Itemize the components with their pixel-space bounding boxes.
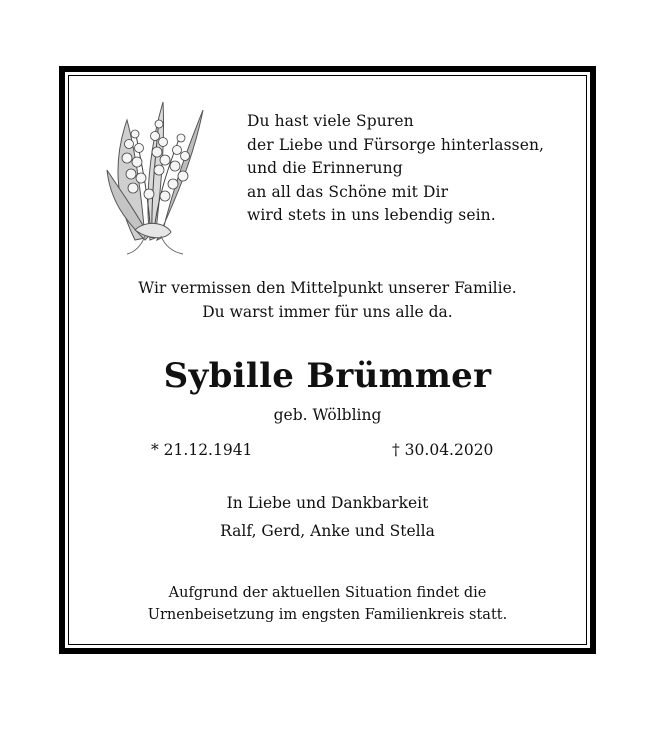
obituary-frame	[59, 66, 596, 654]
intro-text	[65, 277, 590, 324]
notice-line: Urnenbeisetzung im engsten Familienkreis statt.	[147, 607, 508, 623]
poem-line: wird stets in uns lebendig sein.	[247, 206, 496, 224]
intro-line: Du warst immer für uns alle da.	[202, 302, 453, 321]
death-date: † 30.04.2020	[392, 441, 494, 459]
life-dates	[65, 439, 590, 461]
poem-line: an all das Schöne mit Dir	[247, 182, 449, 201]
poem-line: der Liebe und Fürsorge hinterlassen,	[247, 135, 545, 154]
family-names: Ralf, Gerd, Anke und Stella	[220, 522, 435, 540]
burial-notice	[65, 582, 590, 626]
closing-text	[65, 489, 590, 545]
poem	[247, 110, 544, 228]
obituary-content	[65, 72, 590, 648]
birth-date: * 21.12.1941	[151, 441, 253, 459]
lily-of-the-valley-icon	[105, 90, 210, 256]
poem-line: und die Erinnerung	[247, 159, 403, 177]
deceased-name: Sybille Brümmer	[163, 356, 492, 396]
notice-line: Aufgrund der aktuellen Situation findet die	[168, 585, 487, 601]
maiden-name: geb. Wölbling	[273, 406, 382, 424]
intro-line: Wir vermissen den Mittelpunkt unserer Familie.	[138, 279, 517, 297]
closing-line: In Liebe und Dankbarkeit	[226, 494, 429, 512]
poem-line: Du hast viele Spuren	[247, 112, 414, 130]
